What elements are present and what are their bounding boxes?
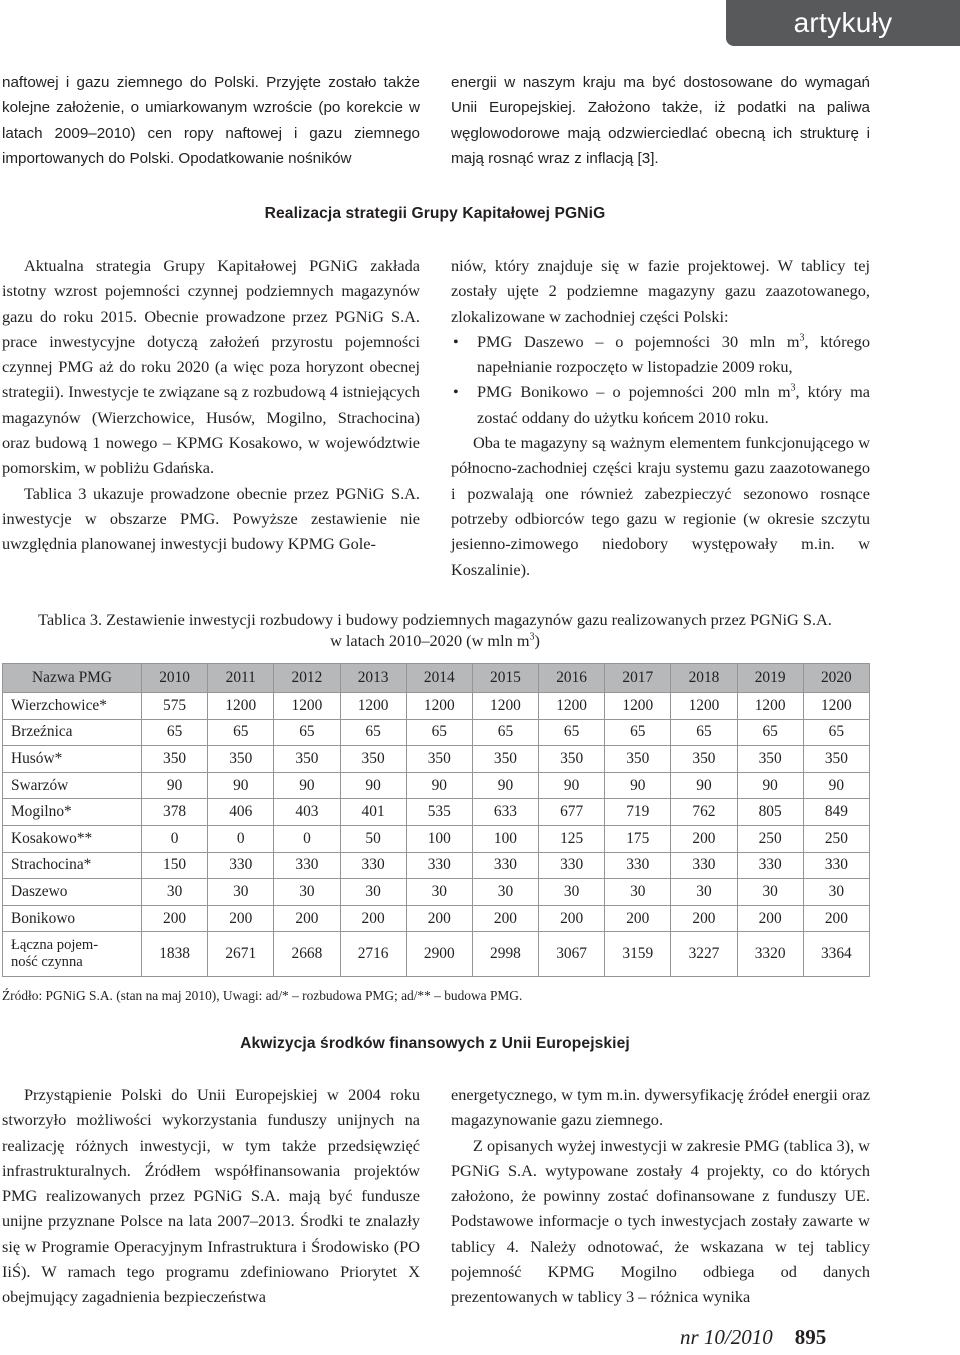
capacity-cell: 200 — [274, 905, 340, 932]
capacity-cell: 200 — [208, 905, 274, 932]
column-header: 2018 — [671, 664, 737, 693]
capacity-cell: 330 — [208, 852, 274, 879]
capacity-cell: 100 — [472, 825, 538, 852]
capacity-cell: 30 — [406, 879, 472, 906]
capacity-cell: 65 — [406, 719, 472, 746]
column-header: 2012 — [274, 664, 340, 693]
capacity-cell: 200 — [340, 905, 406, 932]
storage-name-cell: Husów* — [3, 746, 142, 773]
capacity-cell: 350 — [406, 746, 472, 773]
capacity-cell: 330 — [605, 852, 671, 879]
capacity-cell: 90 — [737, 772, 803, 799]
column-header: Nazwa PMG — [3, 664, 142, 693]
capacity-cell: 0 — [208, 825, 274, 852]
eu-paragraph-1: Przystąpienie Polski do Unii Europejskiej w 2004 roku stworzyło możliwości wykorzystania funduszy unijnych na realizację różnych inwestycji, w tym także przedsięwzięć infrastrukturalnych. Źródłem współfinansowania projektów PMG realizowanych przez PGNiG S.A. mają być fundusze unijne przyznane Polsce na lata 2007–2013. Środki te znalazły się w Programie Operacyjnym Infrastruktura i Środowisko (PO IiŚ). W ramach tego programu zdefiniowano Priorytet X obejmujący zagadnienia bezpieczeństwa — [2, 1085, 420, 1307]
capacity-cell: 65 — [605, 719, 671, 746]
strategy-paragraph-3: niów, który znajduje się w fazie projektowej. W tablicy tej zostały ujęte 2 podziemne magazyny gazu zaazotowanego, zlokalizowane w zachodniej części Polski: — [451, 256, 870, 326]
capacity-cell: 1200 — [472, 693, 538, 720]
capacity-cell: 719 — [605, 799, 671, 826]
strategy-paragraph-4: Oba te magazyny są ważnym elementem funkcjonującego w północno-zachodniej części kraju systemu gazu zaazotowanego i pozwalają one również zabezpieczyć sezonowo rosnące potrzeby odbiorców tego gazu w regionie (w okresie szczytu jesienno-zimowego niedobory występowały m.in. w Koszalinie). — [451, 433, 870, 579]
capacity-cell: 350 — [737, 746, 803, 773]
capacity-cell: 1200 — [274, 693, 340, 720]
column-header: 2015 — [472, 664, 538, 693]
capacity-cell: 350 — [605, 746, 671, 773]
table-row — [3, 693, 870, 720]
capacity-cell: 200 — [142, 905, 208, 932]
total-capacity-cell: 2900 — [406, 932, 472, 977]
storage-name-cell: Mogilno* — [3, 799, 142, 826]
capacity-cell: 200 — [671, 905, 737, 932]
storage-name-cell: Bonikowo — [3, 905, 142, 932]
capacity-cell: 350 — [340, 746, 406, 773]
total-capacity-cell: 3227 — [671, 932, 737, 977]
table-row — [3, 719, 870, 746]
capacity-cell: 1200 — [406, 693, 472, 720]
capacity-cell: 30 — [472, 879, 538, 906]
capacity-cell: 65 — [737, 719, 803, 746]
bullet-icon: • — [453, 382, 459, 402]
table-row — [3, 772, 870, 799]
capacity-cell: 200 — [406, 905, 472, 932]
capacity-cell: 200 — [737, 905, 803, 932]
capacity-cell: 200 — [539, 905, 605, 932]
storage-name-cell: Brzeźnica — [3, 719, 142, 746]
capacity-cell: 30 — [142, 879, 208, 906]
storage-name-cell: Kosakowo** — [3, 825, 142, 852]
capacity-cell: 50 — [340, 825, 406, 852]
section-tag: artykuły — [726, 0, 960, 46]
capacity-cell: 330 — [539, 852, 605, 879]
list-item: • PMG Daszewo – o pojemności 30 mln $m^3$, którego napełnianie rozpoczęto w listopadzie 2009 roku, — [451, 329, 870, 380]
capacity-cell: 0 — [142, 825, 208, 852]
capacity-cell: 100 — [406, 825, 472, 852]
capacity-cell: 350 — [274, 746, 340, 773]
capacity-cell: 250 — [803, 825, 869, 852]
capacity-cell: 30 — [274, 879, 340, 906]
capacity-cell: 677 — [539, 799, 605, 826]
page-number: 895 — [794, 1325, 827, 1349]
table-total-row — [3, 932, 870, 977]
capacity-cell: 406 — [208, 799, 274, 826]
capacity-cell: 1200 — [671, 693, 737, 720]
intro-left-paragraph: naftowej i gazu ziemnego do Polski. Przyjęte zostało także kolejne założenie, o umiarkowanym wzroście (po korekcie w latach 2009–2010) cen ropy naftowej i gazu ziemnego importowanych do Polski. Opodatkowanie nośników — [2, 74, 420, 167]
capacity-cell: 350 — [472, 746, 538, 773]
eu-left-column — [2, 1082, 420, 1310]
column-header: 2014 — [406, 664, 472, 693]
capacity-cell: 90 — [605, 772, 671, 799]
intro-right-column — [451, 70, 870, 171]
capacity-cell: 250 — [737, 825, 803, 852]
capacity-cell: 65 — [208, 719, 274, 746]
page-footer — [680, 1325, 826, 1350]
capacity-cell: 378 — [142, 799, 208, 826]
investment-table — [2, 663, 870, 977]
eu-paragraph-3: Z opisanych wyżej inwestycji w zakresie PMG (tablica 3), w PGNiG S.A. wytypowane zostały 4 projekty, co do których założono, że powinny zostać dofinansowane z funduszy UE. Podstawowe informacje o tych inwestycjach zostały zawarte w tablicy 4. Należy odnotować, że wskazana w tej tablicy pojemność KPMG Mogilno odbiega od danych prezentowanych w tablicy 3 – różnica wynika — [451, 1135, 870, 1307]
capacity-cell: 125 — [539, 825, 605, 852]
capacity-cell: 350 — [803, 746, 869, 773]
column-header: 2019 — [737, 664, 803, 693]
strategy-left-column — [2, 253, 420, 557]
capacity-cell: 350 — [208, 746, 274, 773]
capacity-cell: 401 — [340, 799, 406, 826]
total-capacity-cell: 2668 — [274, 932, 340, 977]
capacity-cell: 403 — [274, 799, 340, 826]
capacity-cell: 150 — [142, 852, 208, 879]
capacity-cell: 330 — [671, 852, 737, 879]
capacity-cell: 330 — [274, 852, 340, 879]
list-item: • PMG Bonikowo – o pojemności 200 mln $m^3$, który ma zostać oddany do użytku końcem 2010 roku. — [451, 379, 870, 430]
table-row — [3, 746, 870, 773]
capacity-cell: 90 — [274, 772, 340, 799]
capacity-cell: 30 — [340, 879, 406, 906]
capacity-cell: 330 — [406, 852, 472, 879]
capacity-cell: 90 — [340, 772, 406, 799]
total-capacity-cell: 2671 — [208, 932, 274, 977]
capacity-cell: 65 — [671, 719, 737, 746]
column-header: 2013 — [340, 664, 406, 693]
total-capacity-cell: 1838 — [142, 932, 208, 977]
intro-right-paragraph: energii w naszym kraju ma być dostosowane do wymagań Unii Europejskiej. Założono także, iż podatki na paliwa węglowodorowe mają odzwierciedlać obecną ich strukturę i mają rosnąć wraz z inflacją [3]. — [451, 74, 870, 167]
capacity-cell: 849 — [803, 799, 869, 826]
capacity-cell: 65 — [472, 719, 538, 746]
strategy-paragraph-1: Aktualna strategia Grupy Kapitałowej PGNiG zakłada istotny wzrost pojemności czynnej podziemnych magazynów gazu do roku 2015. Obecnie prowadzone przez PGNiG S.A. prace inwestycyjne dotyczą założeń przyrostu pojemności czynnej PMG aż do roku 2020 (a więc poza horyzont obecnej strategii). Inwestycje te związane są z rozbudową 4 istniejących magazynów (Wierzchowice, Husów, Mogilno, Strachocina) oraz budową 1 nowego – KPMG Kosakowo, w województwie pomorskim, w pobliżu Gdańska. — [2, 256, 420, 478]
table-header-row — [3, 664, 870, 693]
capacity-cell: 633 — [472, 799, 538, 826]
capacity-cell: 30 — [605, 879, 671, 906]
table-row — [3, 879, 870, 906]
capacity-cell: 30 — [539, 879, 605, 906]
total-capacity-cell: 2716 — [340, 932, 406, 977]
capacity-cell: 90 — [406, 772, 472, 799]
column-header: 2017 — [605, 664, 671, 693]
total-capacity-cell: 3067 — [539, 932, 605, 977]
capacity-cell: 1200 — [803, 693, 869, 720]
capacity-cell: 350 — [142, 746, 208, 773]
capacity-cell: 65 — [539, 719, 605, 746]
capacity-cell: 200 — [671, 825, 737, 852]
capacity-cell: 330 — [340, 852, 406, 879]
total-capacity-cell: 3364 — [803, 932, 869, 977]
table-body — [3, 693, 870, 977]
capacity-cell: 30 — [737, 879, 803, 906]
capacity-cell: 30 — [671, 879, 737, 906]
capacity-cell: 200 — [605, 905, 671, 932]
section-heading-strategy: Realizacja strategii Grupy Kapitałowej PGNiG — [264, 205, 606, 222]
column-header: 2020 — [803, 664, 869, 693]
storage-name-cell: Strachocina* — [3, 852, 142, 879]
capacity-cell: 0 — [274, 825, 340, 852]
capacity-cell: 575 — [142, 693, 208, 720]
table-row — [3, 799, 870, 826]
capacity-cell: 90 — [472, 772, 538, 799]
total-label-cell: Łączna pojem- ność czynna — [3, 932, 142, 977]
section-heading-eu-funds: Akwizycja środków finansowych z Unii Europejskiej — [240, 1035, 630, 1052]
capacity-cell: 30 — [803, 879, 869, 906]
capacity-cell: 65 — [803, 719, 869, 746]
capacity-cell: 535 — [406, 799, 472, 826]
storage-name-cell: Swarzów — [3, 772, 142, 799]
capacity-cell: 1200 — [605, 693, 671, 720]
capacity-cell: 805 — [737, 799, 803, 826]
capacity-cell: 90 — [208, 772, 274, 799]
storage-name-cell: Wierzchowice* — [3, 693, 142, 720]
capacity-cell: 1200 — [340, 693, 406, 720]
intro-left-column — [2, 70, 420, 171]
column-header: 2010 — [142, 664, 208, 693]
eu-paragraph-2: energetycznego, w tym m.in. dywersyfikację źródeł energii oraz magazynowanie gazu ziemnego. — [451, 1085, 870, 1130]
capacity-cell: 90 — [671, 772, 737, 799]
table-caption: Tablica 3. Zestawienie inwestycji rozbudowy i budowy podziemnych magazynów gazu realizowanych przez PGNiG S.A. w latach 2010–2020 (w mln $m^3$) — [38, 610, 832, 650]
capacity-cell: 1200 — [208, 693, 274, 720]
capacity-cell: 350 — [671, 746, 737, 773]
table-row — [3, 825, 870, 852]
capacity-cell: 65 — [340, 719, 406, 746]
capacity-cell: 350 — [539, 746, 605, 773]
capacity-cell: 330 — [737, 852, 803, 879]
table-row — [3, 905, 870, 932]
capacity-cell: 200 — [803, 905, 869, 932]
strategy-paragraph-2: Tablica 3 ukazuje prowadzone obecnie przez PGNiG S.A. inwestycje w obszarze PMG. Powyższe zestawienie nie uwzględnia planowanej inwestycji budowy KPMG Gole- — [2, 483, 420, 554]
storage-list — [451, 329, 870, 430]
capacity-cell: 330 — [472, 852, 538, 879]
issue-number: nr 10/2010 — [680, 1325, 773, 1349]
capacity-cell: 30 — [208, 879, 274, 906]
total-capacity-cell: 3320 — [737, 932, 803, 977]
strategy-right-column — [451, 253, 870, 582]
storage-name-cell: Daszewo — [3, 879, 142, 906]
column-header: 2016 — [539, 664, 605, 693]
capacity-cell: 90 — [539, 772, 605, 799]
capacity-cell: 175 — [605, 825, 671, 852]
total-capacity-cell: 3159 — [605, 932, 671, 977]
table-source-note: Źródło: PGNiG S.A. (stan na maj 2010), Uwagi: ad/* – rozbudowa PMG; ad/** – budowa PMG. — [2, 988, 523, 1003]
capacity-cell: 200 — [472, 905, 538, 932]
capacity-cell: 65 — [142, 719, 208, 746]
bullet-icon: • — [453, 331, 459, 351]
capacity-cell: 90 — [142, 772, 208, 799]
eu-right-column — [451, 1082, 870, 1310]
capacity-cell: 762 — [671, 799, 737, 826]
column-header: 2011 — [208, 664, 274, 693]
capacity-cell: 90 — [803, 772, 869, 799]
capacity-cell: 65 — [274, 719, 340, 746]
total-capacity-cell: 2998 — [472, 932, 538, 977]
capacity-cell: 1200 — [539, 693, 605, 720]
table-row — [3, 852, 870, 879]
capacity-cell: 330 — [803, 852, 869, 879]
capacity-cell: 1200 — [737, 693, 803, 720]
